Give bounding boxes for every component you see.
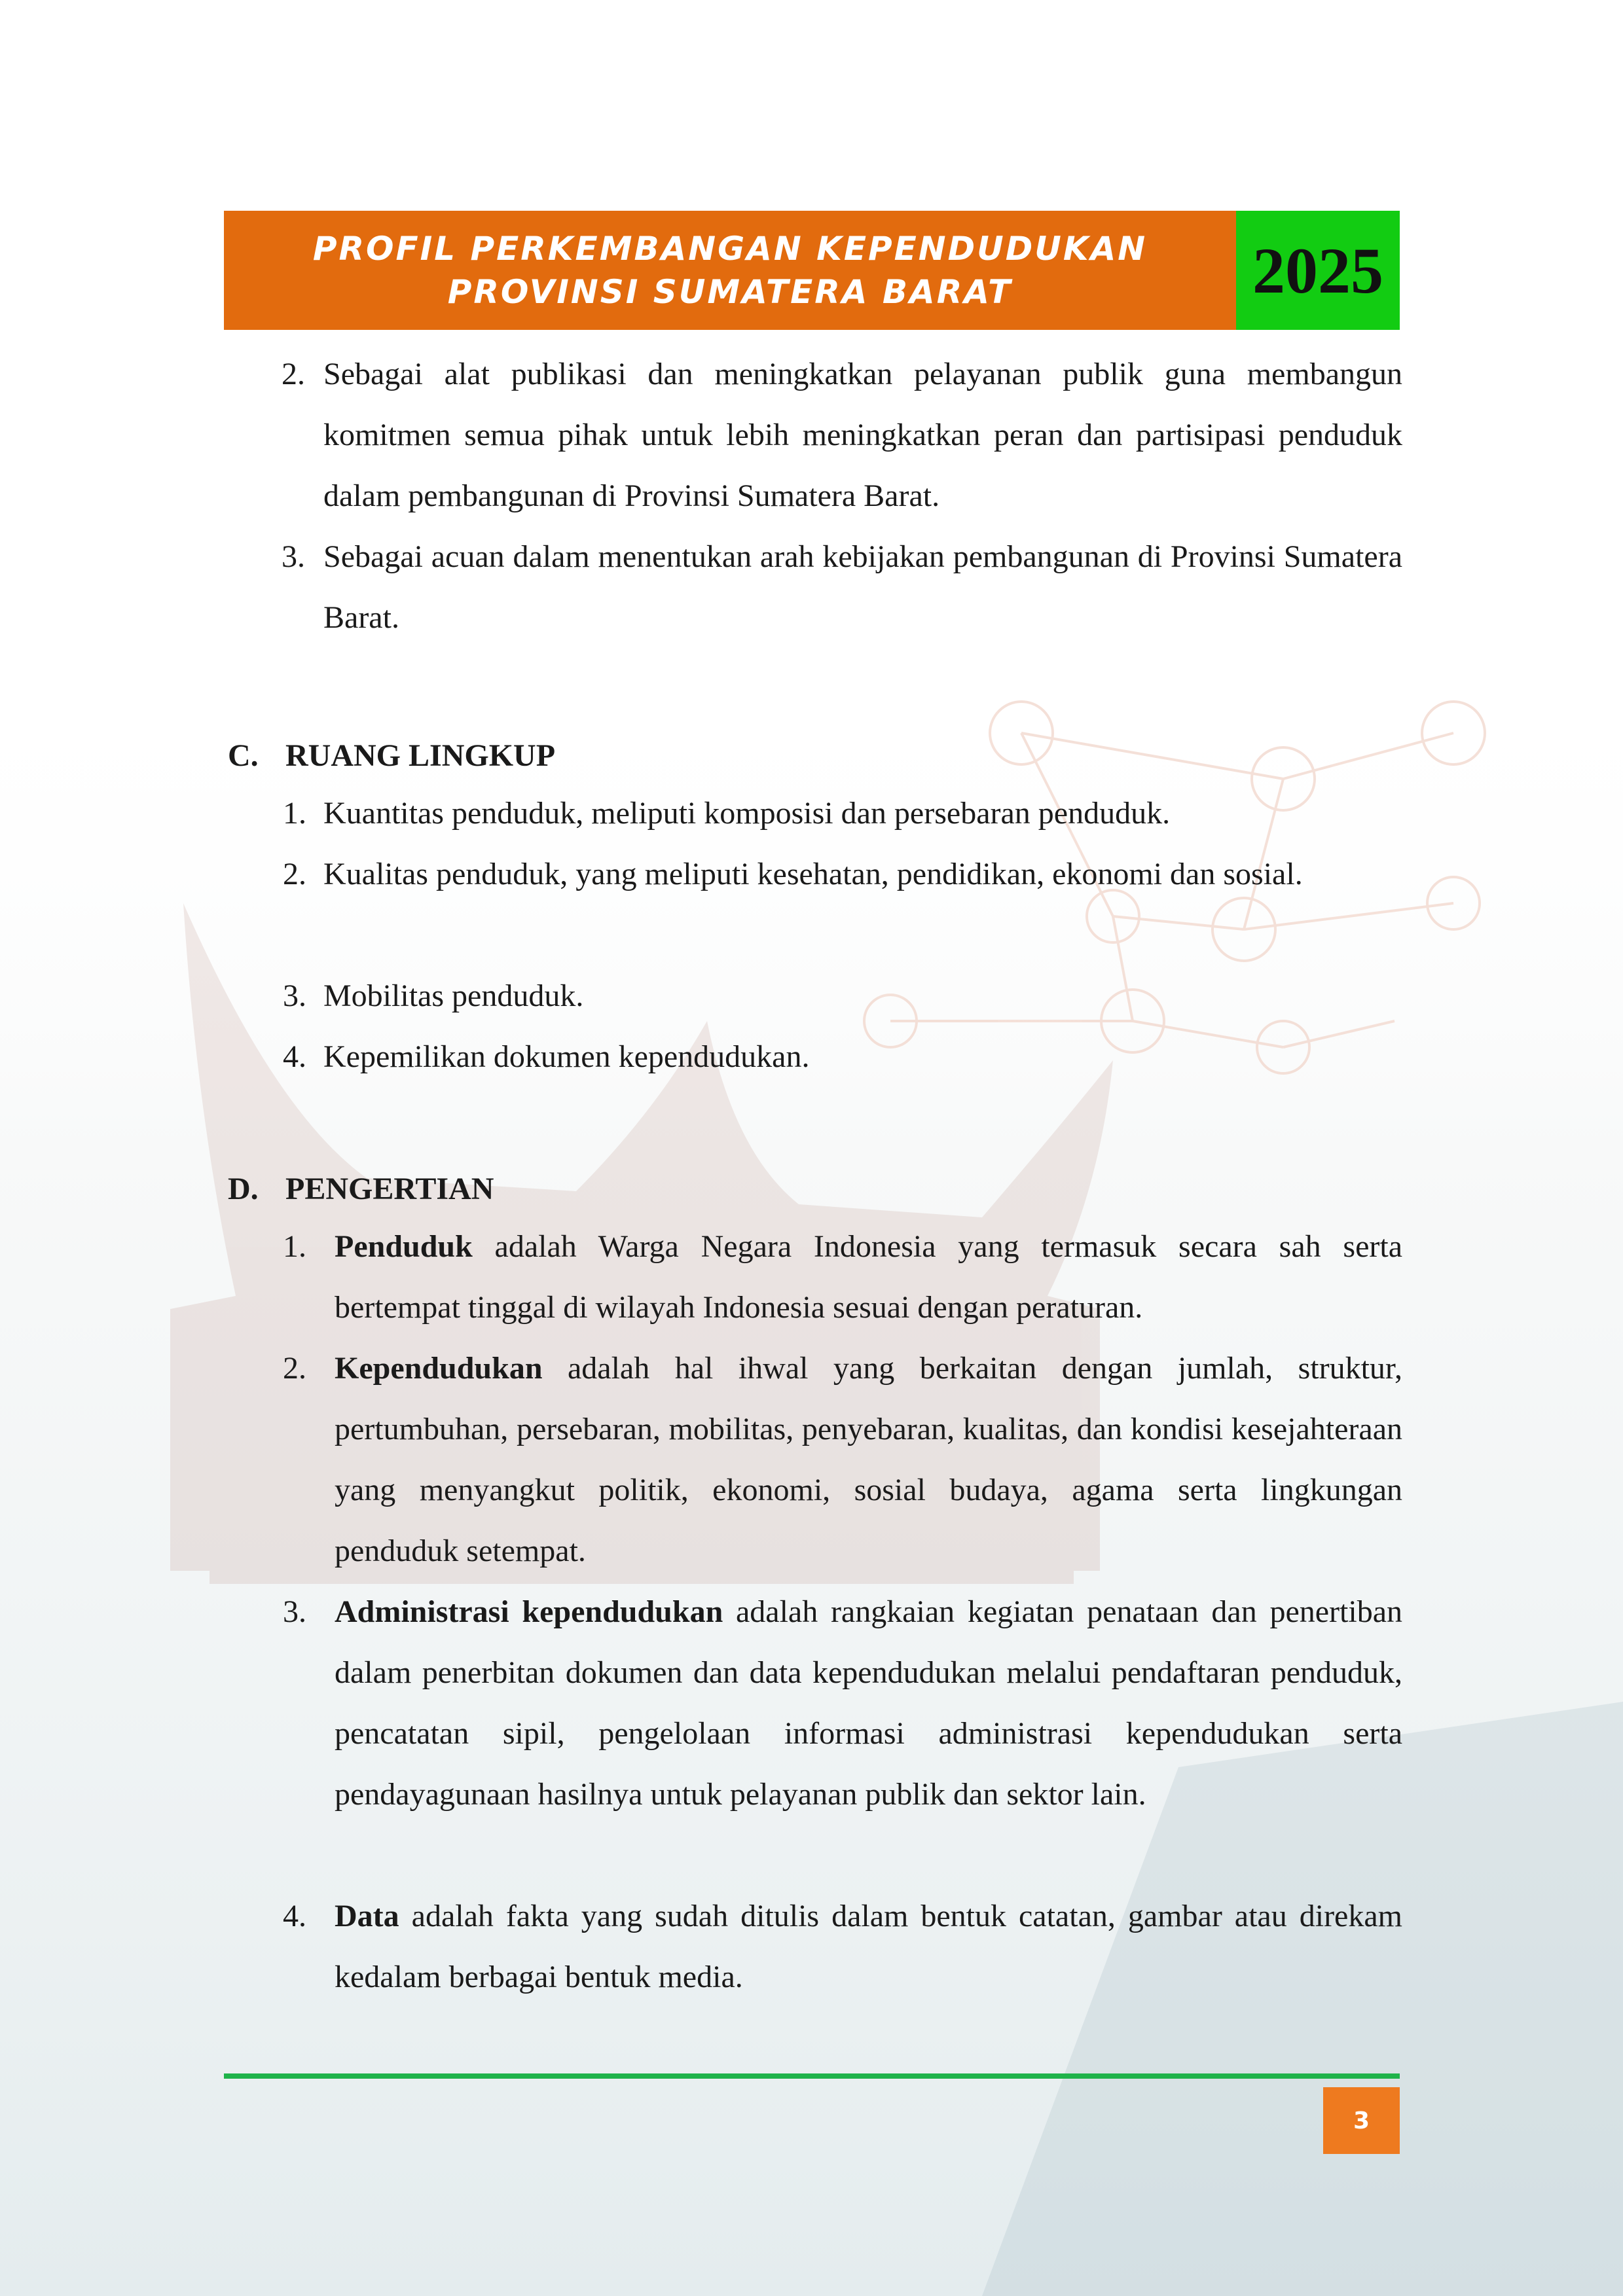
section-c-letter: C. [228,738,259,773]
list-item-text: Kualitas penduduk, yang meliputi kesehatan, pendidikan, ekonomi dan sosial. [323,857,1303,891]
page-number-box [1323,2087,1400,2154]
list-item-text [335,1338,1402,1581]
section-c-title: RUANG LINGKUP [285,738,556,773]
page-number: 3 [1353,2107,1370,2134]
definition-text: adalah hal ihwal yang berkaitan dengan jumlah, struktur, pertumbuhan, persebaran, mobilitas, penyebaran, kualitas, dan kondisi kesejahteraan yang menyangkut politik, ekonomi, sosial budaya, agama serta lingkungan penduduk setempat. [335,1351,1402,1568]
list-item-number: 3. [283,1594,306,1629]
term-penduduk: Penduduk [335,1229,473,1264]
list-item-text: Kuantitas penduduk, meliputi komposisi dan persebaran penduduk. [323,796,1171,831]
list-item-number: 4. [283,1899,306,1933]
list-item-number: 4. [283,1039,306,1074]
term-kependudukan: Kependudukan [335,1351,543,1386]
list-item-number: 2. [282,357,305,391]
list-item-text [335,1216,1402,1338]
list-item-number: 3. [282,539,305,574]
list-item-number: 1. [283,1229,306,1264]
term-administrasi-kependudukan: Administrasi kependudukan [335,1594,723,1629]
header-year-box [1236,211,1400,330]
list-item-number: 2. [283,1351,306,1386]
definition-text: adalah rangkaian kegiatan penataan dan penertiban dalam penerbitan dokumen dan data kependudukan melalui pendaftaran penduduk, pencatatan sipil, pengelolaan informasi administrasi kependudukan serta pendayagunaan hasilnya untuk pelayanan publik dan sektor lain. [335,1594,1403,1812]
list-item-text: Sebagai alat publikasi dan meningkatkan pelayanan publik guna membangun komitmen semua pihak untuk lebih meningkatkan peran dan partisipasi penduduk dalam pembangunan di Provinsi Sumatera Barat. [323,357,1402,513]
section-d-letter: D. [228,1172,259,1206]
header-title-bar [224,211,1236,330]
list-item-text: Mobilitas penduduk. [323,978,584,1013]
list-item-number: 2. [283,857,306,891]
list-item-text [335,1581,1402,1825]
header-title-line-1: PROFIL PERKEMBANGAN KEPENDUDUKAN [312,230,1148,268]
list-item-text: Sebagai acuan dalam menentukan arah kebijakan pembangunan di Provinsi Sumatera Barat. [323,539,1402,635]
definition-text: adalah fakta yang sudah ditulis dalam bentuk catatan, gambar atau direkam kedalam berbagai bentuk media. [335,1899,1402,1994]
term-data: Data [335,1899,399,1933]
list-item-number: 1. [283,796,306,831]
header-year: 2025 [1252,234,1383,307]
header-title-line-2: PROVINSI SUMATERA BARAT [447,273,1013,311]
list-item-text: Kepemilikan dokumen kependudukan. [323,1039,810,1074]
list-item-number: 3. [283,978,306,1013]
definition-text: adalah Warga Negara Indonesia yang termasuk secara sah serta bertempat tinggal di wilayah Indonesia sesuai dengan peraturan. [335,1229,1402,1325]
section-d-title: PENGERTIAN [285,1172,494,1206]
footer-divider [224,2073,1400,2079]
list-item-text [335,1886,1402,2007]
